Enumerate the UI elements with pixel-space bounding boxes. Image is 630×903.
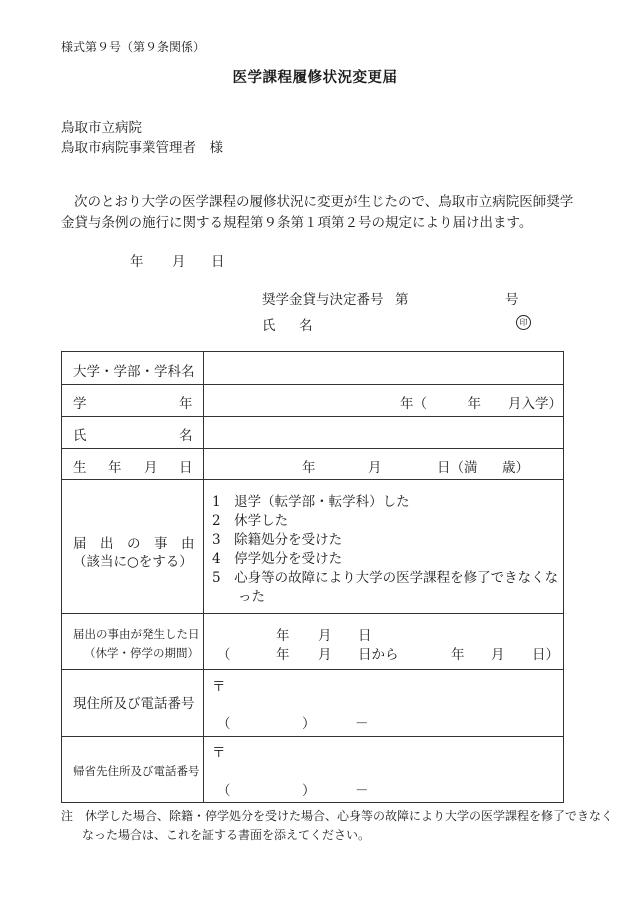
occur-sub-label: （休学・停学の期間） (84, 646, 199, 660)
reason-sub-label: （該当に○をする） (73, 554, 193, 570)
grade-label-2: 年 (179, 396, 193, 412)
signature-name-label-1: 氏 (262, 318, 276, 334)
date-day: 日 (211, 254, 225, 270)
student-name-field[interactable] (208, 418, 560, 446)
form-number: 様式第９号（第９条関係） (61, 40, 206, 54)
occur-year[interactable]: 年 (276, 628, 290, 644)
decision-number-label: 奨学金貸与決定番号 (262, 292, 384, 308)
university-field[interactable] (208, 354, 560, 382)
decision-dai: 第 (395, 292, 409, 308)
date-year: 年 (130, 254, 144, 270)
form-title: 医学課程履修状況変更届 (232, 69, 398, 86)
birth-label-3: 月 (144, 460, 158, 476)
form-table (61, 351, 564, 803)
birth-label-4: 日 (179, 460, 193, 476)
university-label: 大学・学部・学科名 (73, 364, 195, 380)
row-divider (62, 384, 563, 385)
student-name-label-2: 名 (179, 428, 193, 444)
row-divider (62, 416, 563, 417)
date-month: 月 (172, 254, 186, 270)
occur-label: 届出の事由が発生した日 (73, 627, 200, 641)
addressee-hospital: 鳥取市立病院 (61, 120, 142, 136)
occur-day[interactable]: 日 (358, 628, 372, 644)
period-start-day[interactable]: 日から (358, 647, 399, 663)
home-phone-dash[interactable]: － (355, 783, 369, 799)
birth-month[interactable]: 月 (368, 460, 382, 476)
birth-age-suffix: 歳） (502, 460, 529, 476)
table-column-divider (203, 352, 204, 802)
reason-label: 届 出 の 事 由 (73, 536, 195, 552)
birth-day-age[interactable]: 日（満 (437, 460, 478, 476)
period-start-year[interactable]: 年 (276, 647, 290, 663)
period-end-year[interactable]: 年 (451, 647, 465, 663)
current-phone-dash[interactable]: － (355, 716, 369, 732)
reason-option-5[interactable]: 5 心身等の故障により大学の医学課程を修了できなくな (212, 570, 559, 586)
signature-name-label-2: 名 (299, 318, 313, 334)
home-phone-open[interactable]: （ (217, 783, 231, 799)
birth-label-2: 年 (108, 460, 122, 476)
period-end-day[interactable]: 日） (532, 647, 559, 663)
reason-option-4[interactable]: 4 停学処分を受けた (212, 551, 343, 567)
decision-go: 号 (505, 292, 519, 308)
student-name-label-1: 氏 (73, 428, 87, 444)
reason-option-5-cont: った (238, 589, 265, 605)
birth-label-1: 生 (73, 460, 87, 476)
current-address-label: 現住所及び電話番号 (73, 696, 195, 712)
birth-year[interactable]: 年 (302, 460, 316, 476)
current-phone-open[interactable]: （ (217, 716, 231, 732)
reason-option-1[interactable]: 1 退学（転学部・転学科）した (212, 494, 410, 510)
addressee-manager: 鳥取市病院事業管理者 様 (61, 140, 223, 156)
reason-option-3[interactable]: 3 除籍処分を受けた (212, 532, 343, 548)
row-divider (62, 736, 563, 737)
grade-value[interactable]: 年（ 年 月入学） (400, 396, 562, 412)
current-postal-mark: 〒 (212, 679, 226, 695)
period-open-paren: （ (217, 647, 231, 663)
home-postal-mark: 〒 (212, 745, 226, 761)
body-text: 次のとおり大学の医学課程の履修状況に変更が生じたので、鳥取市立病院医師奨学金貸与条例の施行に関する規程第９条第１項第２号の規定により届け出ます。 (61, 194, 574, 231)
current-phone-close[interactable]: ） (302, 716, 316, 732)
row-divider (62, 448, 563, 449)
row-divider (62, 479, 563, 480)
row-divider (62, 669, 563, 670)
period-end-month[interactable]: 月 (491, 647, 505, 663)
row-divider (62, 613, 563, 614)
grade-label-1: 学 (73, 396, 87, 412)
note-line-1: 注 休学した場合、除籍・停学処分を受けた場合、心身等の故障により大学の医学課程を修了できなく (61, 809, 614, 823)
home-address-label: 帰省先住所及び電話番号 (73, 764, 200, 778)
seal-mark: 印 (516, 315, 531, 330)
note-line-2: なった場合は、これを証する書面を添えてください。 (82, 828, 371, 842)
home-phone-close[interactable]: ） (302, 783, 316, 799)
reason-option-2[interactable]: 2 休学した (212, 513, 289, 529)
occur-month[interactable]: 月 (318, 628, 332, 644)
period-start-month[interactable]: 月 (318, 647, 332, 663)
